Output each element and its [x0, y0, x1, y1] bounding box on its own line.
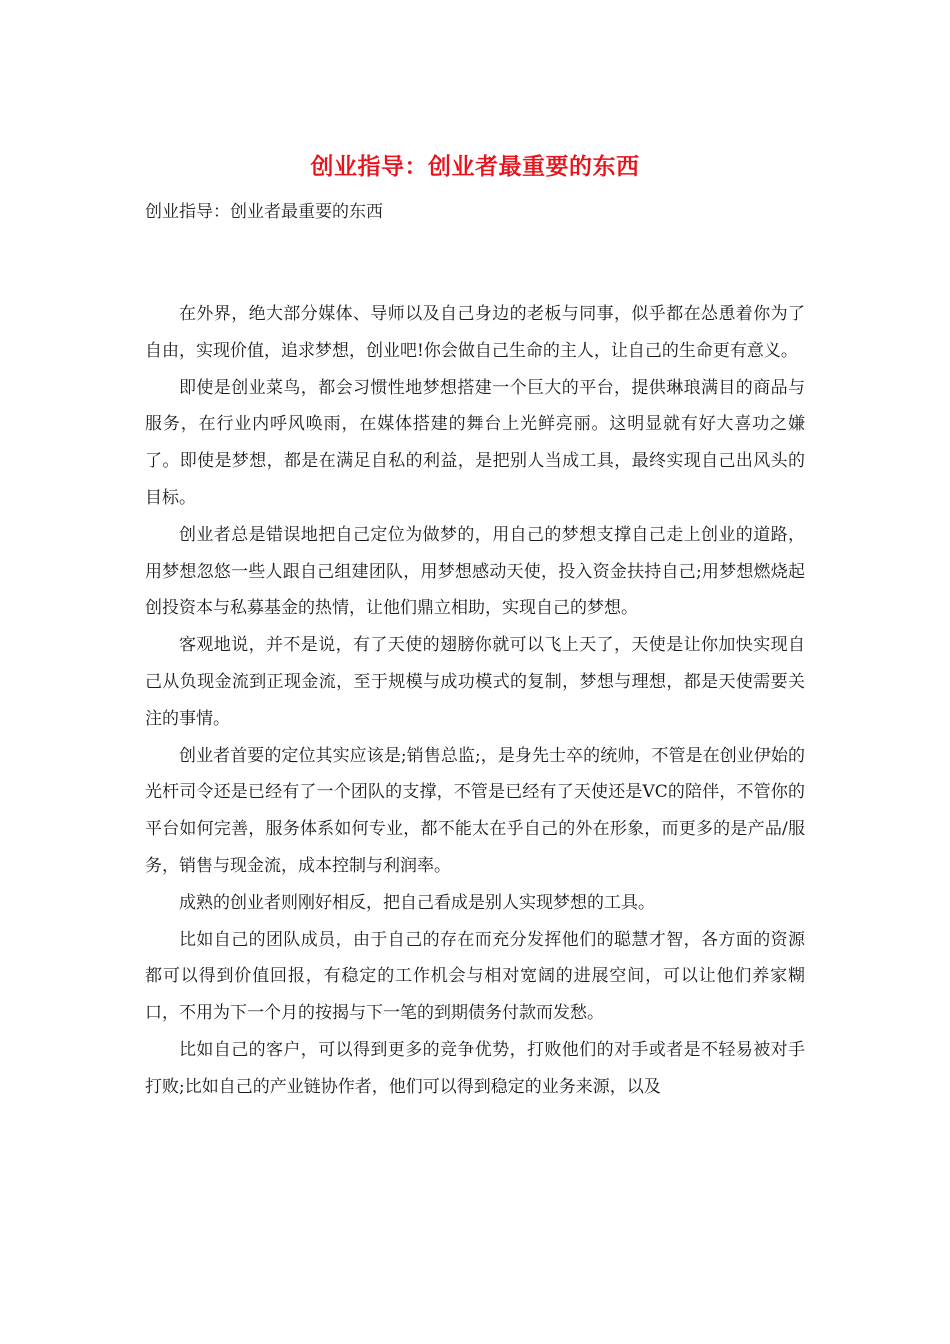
document-title: 创业指导：创业者最重要的东西 [310, 153, 640, 180]
paragraph: 比如自己的团队成员，由于自己的存在而充分发挥他们的聪慧才智，各方面的资源都可以得到价值回报，有稳定的工作机会与相对宽阔的进展空间，可以让他们养家糊口，不用为下一个月的按揭与下一笔的到期债务付款而发愁。 [145, 929, 805, 1024]
document-body [145, 296, 805, 1106]
paragraph: 成熟的创业者则刚好相反，把自己看成是别人实现梦想的工具。 [179, 892, 655, 913]
paragraph: 比如自己的客户，可以得到更多的竞争优势，打败他们的对手或者是不轻易被对手打败;比如自己的产业链协作者，他们可以得到稳定的业务来源，以及 [145, 1039, 805, 1097]
paragraph: 即使是创业菜鸟，都会习惯性地梦想搭建一个巨大的平台，提供琳琅满目的商品与服务，在行业内呼风唤雨，在媒体搭建的舞台上光鲜亮丽。这明显就有好大喜功之嫌了。即使是梦想，都是在满足自私的利益，是把别人当成工具，最终实现自己出风头的目标。 [145, 377, 805, 508]
paragraph: 客观地说，并不是说，有了天使的翅膀你就可以飞上天了，天使是让你加快实现自己从负现金流到正现金流，至于规模与成功模式的复制，梦想与理想，都是天使需要关注的事情。 [145, 635, 805, 729]
document-subtitle: 创业指导：创业者最重要的东西 [145, 202, 383, 222]
paragraph: 创业者首要的定位其实应该是;销售总监;，是身先士卒的统帅，不管是在创业伊始的光杆司令还是已经有了一个团队的支撑，不管是已经有了天使还是VC的陪伴，不管你的平台如何完善，服务体系如何专业，都不能太在乎自己的外在形象，而更多的是产品/服务，销售与现金流，成本控制与利润率。 [145, 745, 805, 876]
paragraph: 创业者总是错误地把自己定位为做梦的，用自己的梦想支撑自己走上创业的道路，用梦想忽悠一些人跟自己组建团队，用梦想感动天使，投入资金扶持自己;用梦想燃烧起创投资本与私募基金的热情，让他们鼎立相助，实现自己的梦想。 [145, 524, 805, 619]
paragraph: 在外界，绝大部分媒体、导师以及自己身边的老板与同事，似乎都在怂恿着你为了自由，实现价值，追求梦想，创业吧!你会做自己生命的主人，让自己的生命更有意义。 [145, 304, 805, 361]
